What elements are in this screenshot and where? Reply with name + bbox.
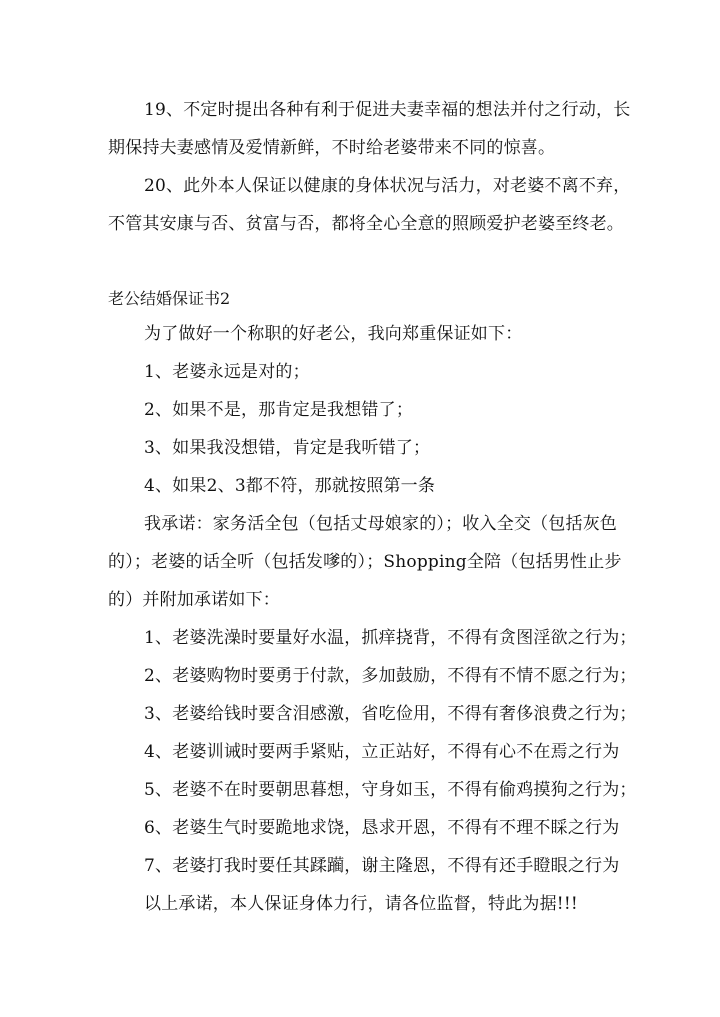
rule-item: 3、如果我没想错，肯定是我听错了； bbox=[144, 438, 431, 458]
promise-line-2: 的）；老婆的话全听（包括发嗲的）；Shopping全陪（包括男性止步 bbox=[108, 552, 622, 572]
rule-item: 4、如果2、3都不符，那就按照第一条 bbox=[144, 476, 436, 496]
paragraph-20-line-1: 20、此外本人保证以健康的身体状况与活力，对老婆不离不弃， bbox=[144, 176, 631, 196]
promise-line-3: 的）并附加承诺如下： bbox=[108, 590, 280, 610]
commitment-item: 6、老婆生气时要跪地求饶，恳求开恩，不得有不理不睬之行为 bbox=[144, 818, 620, 838]
section-heading: 老公结婚保证书2 bbox=[108, 289, 231, 308]
promise-line-1: 我承诺：家务活全包（包括丈母娘家的）；收入全交（包括灰色 bbox=[144, 514, 618, 534]
commitment-item: 5、老婆不在时要朝思暮想，守身如玉，不得有偷鸡摸狗之行为； bbox=[144, 780, 637, 800]
rule-item: 1、老婆永远是对的； bbox=[144, 362, 310, 382]
rule-item: 2、如果不是，那肯定是我想错了； bbox=[144, 400, 414, 420]
commitment-item: 1、老婆洗澡时要量好水温，抓痒挠背，不得有贪图淫欲之行为； bbox=[144, 628, 637, 648]
commitment-item: 7、老婆打我时要任其蹂躏，谢主隆恩，不得有还手瞪眼之行为 bbox=[144, 856, 620, 876]
commitment-item: 3、老婆给钱时要含泪感激，省吃俭用，不得有奢侈浪费之行为； bbox=[144, 704, 637, 724]
paragraph-20-line-2: 不管其安康与否、贫富与否，都将全心全意的照顾爱护老婆至终老。 bbox=[108, 214, 624, 234]
paragraph-19-line-2: 期保持夫妻感情及爱情新鲜，不时给老婆带来不同的惊喜。 bbox=[108, 138, 556, 158]
closing-statement: 以上承诺，本人保证身体力行，请各位监督，特此为据!!! bbox=[144, 894, 578, 914]
commitment-item: 4、老婆训诫时要两手紧贴，立正站好，不得有心不在焉之行为 bbox=[144, 742, 620, 762]
intro-line: 为了做好一个称职的好老公，我向郑重保证如下： bbox=[144, 324, 523, 344]
paragraph-19-line-1: 19、不定时提出各种有利于促进夫妻幸福的想法并付之行动，长 bbox=[144, 100, 631, 120]
commitment-item: 2、老婆购物时要勇于付款，多加鼓励，不得有不情不愿之行为； bbox=[144, 666, 637, 686]
